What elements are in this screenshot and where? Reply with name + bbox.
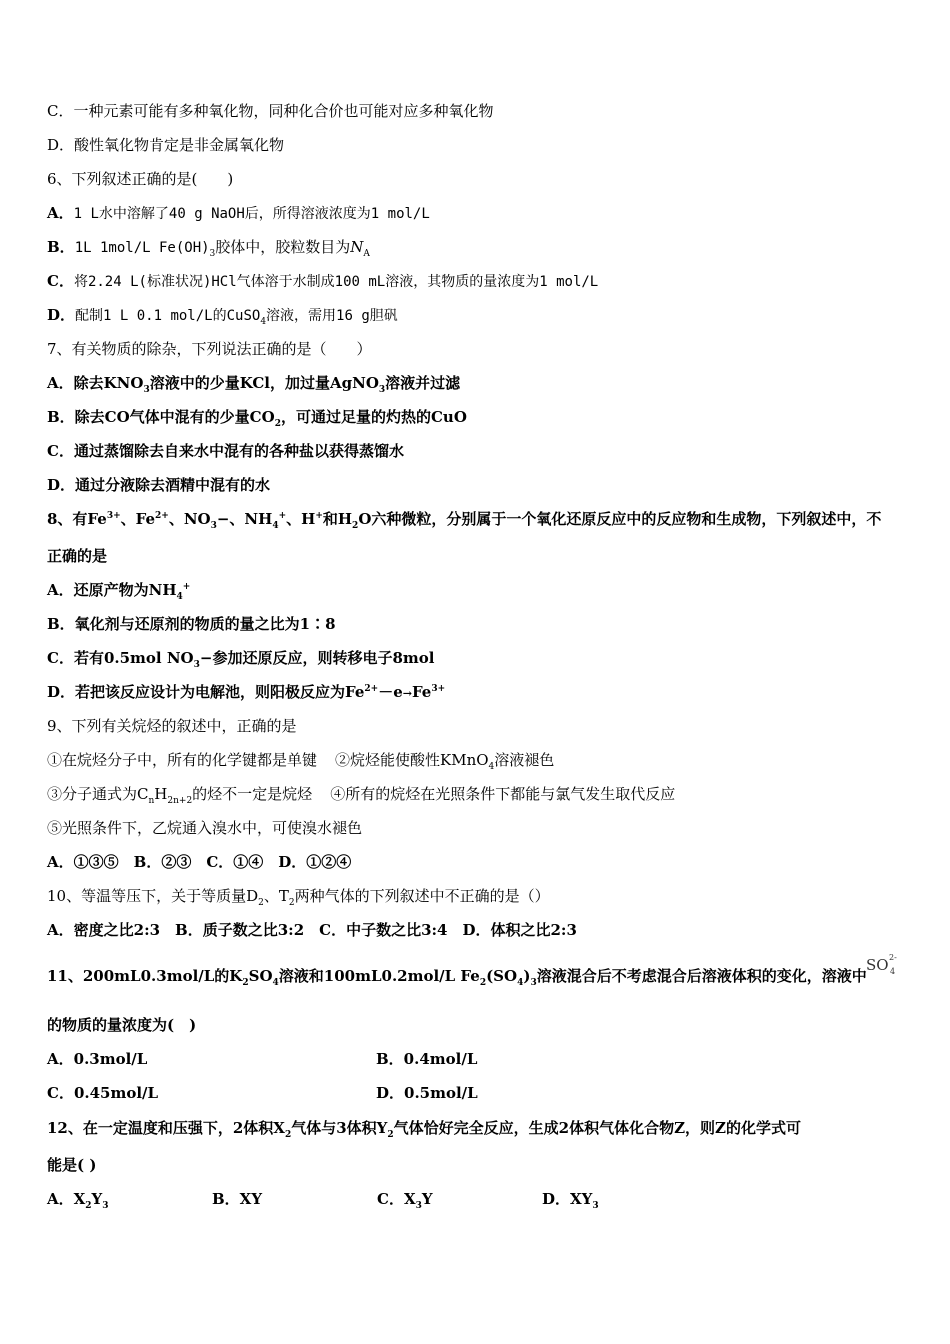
- q10-options: [47, 920, 577, 940]
- q9-stem-text: 9、下列有关烷烃的叙述中，正确的是: [47, 717, 297, 735]
- q9-options: [47, 852, 351, 872]
- q9-stem: [47, 716, 297, 736]
- option-text: −参加还原反应，则转移电子8mol: [199, 649, 435, 667]
- stem-text: 和H: [322, 510, 353, 528]
- q6-option-d: [47, 305, 398, 326]
- statement-text: H: [154, 785, 168, 803]
- q12-option-b: [212, 1189, 262, 1209]
- sulfate-ion-formula: SO 2- 4: [866, 953, 897, 976]
- superscript: 2+: [155, 511, 169, 521]
- q9-statements-3: [47, 818, 362, 838]
- q8-stem: [47, 509, 881, 529]
- stem-text: 、H: [286, 510, 316, 528]
- subscript: 3: [415, 1201, 422, 1211]
- option-text: D．XY: [542, 1190, 593, 1208]
- q8-option-b: [47, 614, 336, 634]
- q8-option-a: [47, 580, 190, 600]
- subscript: 3: [102, 1201, 109, 1211]
- subscript: 3: [592, 1201, 599, 1211]
- q12-option-a: [47, 1189, 109, 1209]
- option-text: A．X: [47, 1190, 86, 1208]
- option-text: D．0.5mol/L: [376, 1084, 478, 1102]
- q11-option-a: [47, 1049, 147, 1069]
- option-text: A．除去KNO: [47, 374, 144, 392]
- option-text: B．氧化剂与还原剂的物质的量之比为1∶8: [47, 615, 336, 633]
- stem-text: 、T: [263, 887, 289, 905]
- q6-option-b: [47, 237, 370, 258]
- q11-stem-line2: [47, 1015, 196, 1035]
- option-text: A．还原产物为NH: [47, 581, 177, 599]
- q7-option-d: [47, 475, 270, 495]
- q7-option-a: [47, 373, 460, 393]
- q11-option-b: [376, 1049, 477, 1069]
- options-text: A．密度之比2:3 B．质子数之比3:2 C．中子数之比3:4 D．体积之比2:3: [47, 921, 577, 939]
- stem-text: O六种微粒，分别属于一个氧化还原反应中的反应物和生成物，下列叙述中，不: [358, 510, 882, 528]
- statement-text: 溶液褪色: [494, 751, 555, 769]
- q8-stem-line2: [47, 546, 107, 566]
- subscript: 4: [272, 521, 279, 531]
- q12-option-c: [377, 1189, 433, 1209]
- superscript: 3+: [106, 511, 121, 521]
- q6-stem: [47, 169, 233, 189]
- statement-text: ③分子通式为C: [47, 785, 149, 803]
- statement-text: ⑤光照条件下，乙烷通入溴水中，可使溴水褪色: [47, 819, 363, 837]
- statement-text: 的烃不一定是烷烃: [192, 785, 313, 803]
- subscript: 2: [284, 1130, 292, 1140]
- option-text: ，可通过足量的灼热的CuO: [280, 408, 467, 426]
- stem-text: 两种气体的下列叙述中不正确的是（）: [294, 887, 550, 905]
- q7-stem-text: 7、有关物质的除杂，下列说法正确的是（ ）: [47, 340, 372, 358]
- statement-text: ①在烷烃分子中，所有的化学键都是单键: [47, 751, 318, 769]
- subscript: 3: [210, 521, 217, 531]
- subscript: 4: [260, 317, 267, 327]
- subscript: 2: [288, 898, 295, 908]
- subscript: 2n+2: [167, 796, 193, 806]
- option-text: 将2.24 L(标准状况)HCl气体溶于水制成100 mL溶液，其物质的量浓度为1 mol/L: [73, 274, 599, 290]
- option-text: 1L 1mol/L Fe(OH): [74, 240, 210, 256]
- subscript: 3: [209, 249, 216, 259]
- stem-text: 的物质的量浓度为( ): [47, 1016, 197, 1034]
- subscript: 3: [530, 978, 537, 988]
- option-text: Y: [91, 1190, 103, 1208]
- subscript: 3: [193, 660, 200, 670]
- subscript: 2: [258, 898, 264, 908]
- option-text: B．除去CO气体中混有的少量CO: [47, 408, 275, 426]
- option-text: C．X: [377, 1190, 416, 1208]
- subscript: 4: [272, 978, 279, 988]
- stem-text: (SO: [486, 967, 518, 985]
- q6-option-c: [47, 271, 598, 292]
- stem-text: 、Fe: [120, 510, 155, 528]
- option-text: 溶液中的少量KCl，加过量AgNO: [149, 374, 379, 392]
- q7-stem: [47, 339, 372, 359]
- subscript: A: [363, 249, 370, 259]
- option-text: C．通过蒸馏除去自来水中混有的各种盐以获得蒸馏水: [47, 442, 404, 460]
- option-text: 1 L水中溶解了40 g NaOH后，所得溶液浓度为1 mol/L: [73, 206, 430, 222]
- options-text: A．①③⑤ B．②③ C．①④ D．①②④: [47, 853, 352, 871]
- option-text: C．0.45mol/L: [47, 1084, 159, 1102]
- option-text: B．XY: [212, 1190, 263, 1208]
- stem-text: 能是( ): [47, 1156, 97, 1174]
- q7-option-c: [47, 441, 404, 461]
- superscript: 2+: [364, 684, 379, 694]
- stem-text: −、NH: [216, 510, 273, 528]
- stem-text: 气体与3体积Y: [291, 1119, 388, 1137]
- q10-stem: [47, 886, 550, 906]
- avogadro-symbol: N: [350, 238, 364, 256]
- q7-option-b: [47, 407, 467, 427]
- q8-option-c: [47, 648, 434, 668]
- subscript: 2: [479, 978, 487, 988]
- statement-text: ④所有的烷烃在光照条件下都能与氯气发生取代反应: [330, 785, 676, 803]
- option-label: B．: [47, 238, 75, 256]
- option-text: 胶体中，胶粒数目为: [215, 238, 351, 256]
- option-label: C．: [47, 272, 74, 290]
- option-label: A．: [47, 204, 74, 222]
- q11-stem: [47, 966, 867, 986]
- q12-stem: [47, 1118, 801, 1138]
- q6-option-a: [47, 203, 430, 224]
- subscript: 2: [352, 521, 359, 531]
- subscript: 2: [85, 1201, 92, 1211]
- stem-text: 、NO: [168, 510, 211, 528]
- superscript: 3+: [431, 684, 446, 694]
- q5-option-c-text: C．一种元素可能有多种氧化物，同种化合价也可能对应多种氧化物: [47, 102, 494, 120]
- subscript: 4: [176, 592, 183, 602]
- subscript: 2: [274, 419, 281, 429]
- subscript: 4: [517, 978, 524, 988]
- q5-option-c: [47, 101, 493, 121]
- q11-option-c: [47, 1083, 158, 1103]
- superscript: +: [278, 511, 287, 521]
- stem-text: 正确的是: [47, 547, 108, 565]
- option-label: D．: [47, 306, 76, 324]
- q11-option-d: [376, 1083, 478, 1103]
- option-text: D．通过分液除去酒精中混有的水: [47, 476, 271, 494]
- stem-text: 8、有Fe: [47, 510, 107, 528]
- q9-statements-2: [47, 784, 675, 804]
- stem-text: 溶液和100mL0.2mol/L Fe: [278, 967, 480, 985]
- stem-text: 气体恰好完全反应，生成2体积气体化合物Z，则Z的化学式可: [393, 1119, 801, 1137]
- q8-option-d: [47, 682, 445, 704]
- option-text: 溶液并过滤: [385, 374, 461, 392]
- subscript: 3: [378, 385, 386, 395]
- option-text: －e: [378, 683, 403, 701]
- option-text: C．若有0.5mol NO: [47, 649, 194, 667]
- subscript: 4: [488, 762, 495, 772]
- stem-text: 12、在一定温度和压强下，2体积X: [47, 1119, 285, 1137]
- option-text: 配制1 L 0.1 mol/L的CuSO: [75, 308, 261, 324]
- subscript: 3: [143, 385, 150, 395]
- q5-option-d-text: D．酸性氧化物肯定是非金属氧化物: [47, 136, 285, 154]
- arrow-icon: →: [402, 687, 412, 700]
- q9-statements-1: [47, 750, 554, 770]
- ion-text: SO: [866, 956, 889, 974]
- q12-option-d: [542, 1189, 599, 1209]
- subscript: 2: [387, 1130, 394, 1140]
- stem-text: 10、等温等压下，关于等质量D: [47, 887, 259, 905]
- option-text: 溶液，需用16 g胆矾: [266, 308, 398, 324]
- option-text: D．若把该反应设计为电解池，则阳极反应为Fe: [47, 683, 365, 701]
- option-text: A．0.3mol/L: [47, 1050, 148, 1068]
- stem-text: 溶液混合后不考虑混合后溶液体积的变化，溶液中: [536, 967, 867, 985]
- stem-text: 11、200mL0.3mol/L的K: [47, 967, 243, 985]
- superscript: +: [315, 511, 323, 521]
- statement-text: ②烷烃能使酸性KMnO: [335, 751, 489, 769]
- stem-text: ): [523, 967, 531, 985]
- q6-stem-text: 6、下列叙述正确的是( ): [47, 170, 234, 188]
- stem-text: SO: [248, 967, 273, 985]
- q12-stem-line2: [47, 1155, 96, 1175]
- option-text: Y: [421, 1190, 433, 1208]
- q5-option-d: [47, 135, 284, 155]
- superscript: +: [182, 582, 191, 592]
- subscript: n: [148, 796, 155, 806]
- option-text: Fe: [411, 683, 432, 701]
- subscript: 2: [242, 978, 249, 988]
- option-text: B．0.4mol/L: [376, 1050, 478, 1068]
